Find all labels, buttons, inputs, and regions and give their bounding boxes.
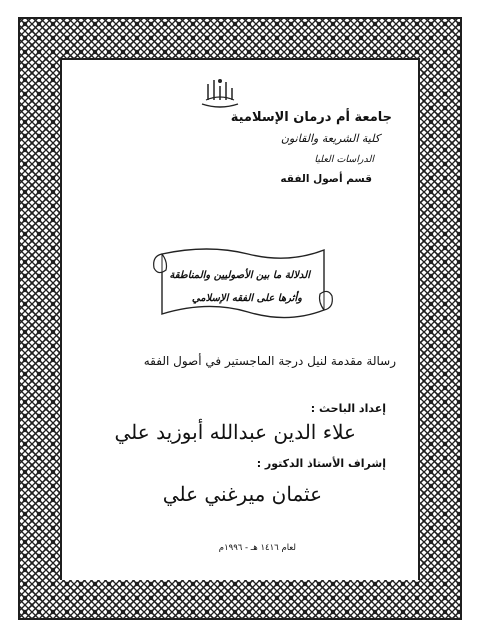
thesis-statement: رسالة مقدمة لنيل درجة الماجستير في أصول الفقه	[143, 354, 396, 368]
supervisor-label: إشراف الأستاذ الدكتور :	[256, 457, 386, 470]
researcher-name: علاء الدين عبدالله أبوزيد علي	[114, 420, 356, 444]
thesis-title-line1: الدلالة ما بين الأصوليين والمناطقة	[169, 270, 310, 281]
graduate-studies: الدراسات العليا	[314, 154, 374, 165]
university-seal-icon	[198, 76, 242, 110]
thesis-title-line2: وأثرها على الفقه الإسلامي	[191, 293, 302, 304]
year-line: لعام ١٤١٦ هـ - ١٩٩٦م	[218, 543, 296, 553]
supervisor-name: عثمان ميرغني علي	[162, 482, 322, 506]
prepared-by-label: إعداد الباحث :	[310, 402, 386, 415]
university-name: جامعة أم درمان الإسلامية	[230, 110, 392, 125]
scroll-banner-icon	[148, 240, 338, 330]
department-name: قسم أصول الفقه	[280, 173, 372, 185]
faculty-name: كلية الشريعة والقانون	[280, 132, 380, 145]
